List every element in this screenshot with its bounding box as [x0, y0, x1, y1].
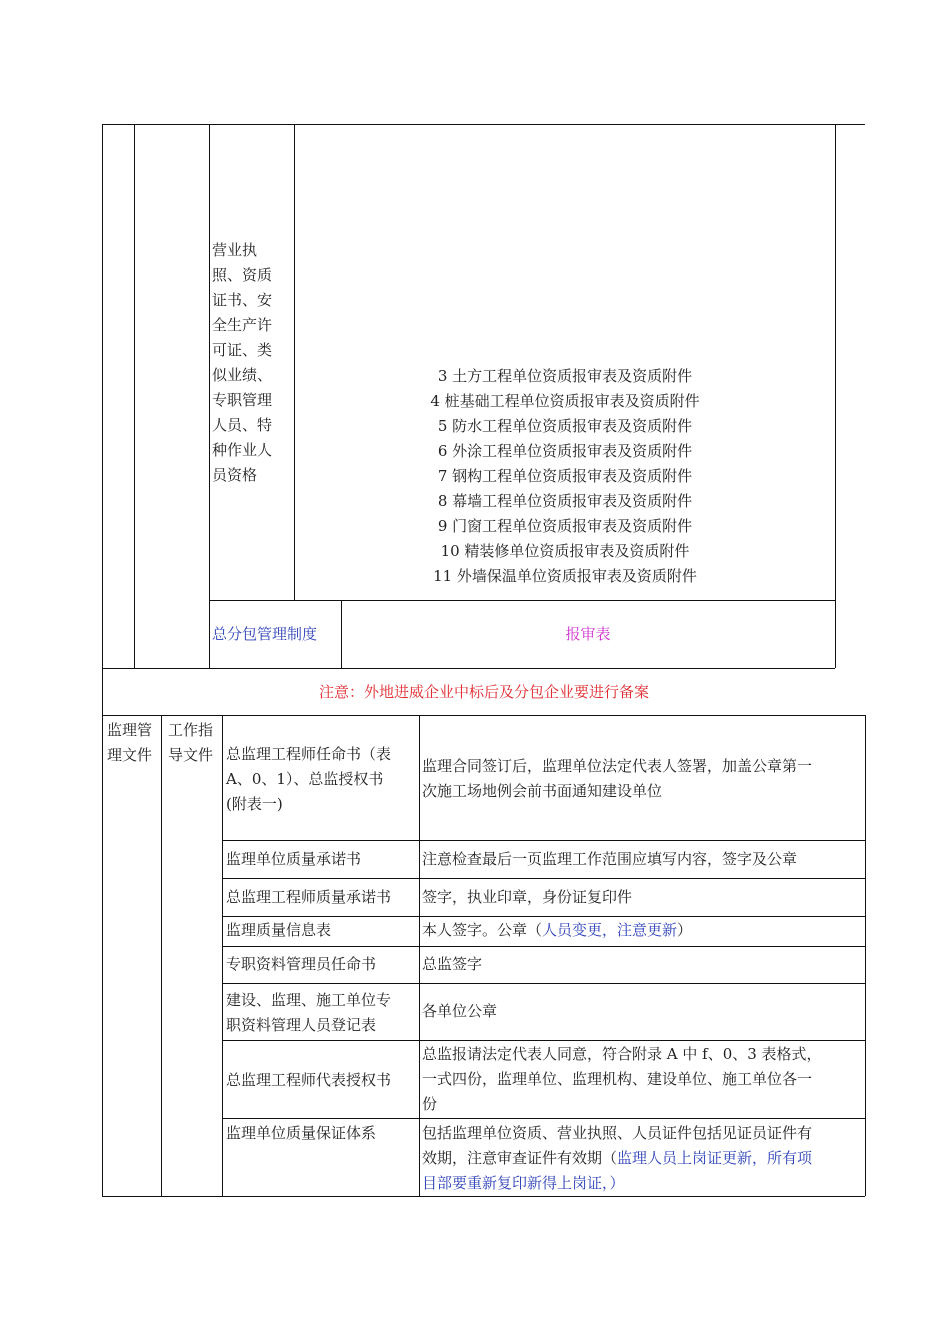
cell-line: 总监报请法定代表人同意，符合附录 A 中 f、0、3 表格式，	[422, 1045, 822, 1063]
table-row-item: 监理单位质量保证体系	[226, 1124, 377, 1142]
list-item: 8 幕墙工程单位资质报审表及资质附件	[437, 492, 693, 510]
label-line: 似业绩、	[212, 366, 273, 384]
cell-line: 一式四份，监理单位、监理机构、建设单位、施工单位各一	[422, 1070, 813, 1088]
cell-line: (附表一)	[226, 795, 283, 813]
table-row-item	[226, 988, 418, 1038]
table-row-item: 总监理工程师代表授权书	[226, 1071, 392, 1089]
cell-line: 次施工场地例会前书面通知建设单位	[422, 782, 663, 800]
list-item: 4 桩基础工程单位资质报审表及资质附件	[430, 392, 700, 410]
desc-text: 本人签字。公章（	[422, 921, 543, 939]
label-line: 可证、类	[212, 341, 273, 359]
table-row-item: 监理质量信息表	[226, 921, 332, 939]
category-label	[107, 718, 152, 768]
list-item: 7 钢构工程单位资质报审表及资质附件	[437, 467, 693, 485]
list-item: 3 土方工程单位资质报审表及资质附件	[437, 367, 693, 385]
list-item: 5 防水工程单位资质报审表及资质附件	[437, 417, 693, 435]
table-row-desc	[422, 918, 692, 943]
list-item: 9 门窗工程单位资质报审表及资质附件	[437, 517, 693, 535]
table-row-desc	[422, 754, 864, 804]
table-row-desc: 签字，执业印章，身份证复印件	[422, 888, 633, 906]
list-item: 10 精装修单位资质报审表及资质附件	[440, 542, 690, 560]
table-row-desc: 总监签字	[422, 955, 483, 973]
label-line: 专职管理	[212, 391, 273, 409]
label-line: 监理管	[107, 721, 153, 739]
cell-line: 总监理工程师任命书（表	[226, 745, 392, 763]
notice-text: 注意：外地进威企业中标后及分包企业要进行备案	[318, 683, 649, 701]
label-line: 理文件	[107, 746, 153, 764]
desc-highlight: 人员变更，注意更新	[542, 921, 678, 939]
label-line: 全生产许	[212, 316, 273, 334]
cell-line: 包括监理单位资质、营业执照、人员证件包括见证员证件有	[422, 1124, 813, 1142]
table-row-desc	[422, 1121, 864, 1196]
table-row-item: 总监理工程师质量承诺书	[226, 888, 392, 906]
table-row-desc: 各单位公章	[422, 1002, 498, 1020]
cell-line: 建设、监理、施工单位专	[226, 991, 392, 1009]
table-row-desc	[422, 1042, 864, 1117]
table-row-item: 监理单位质量承诺书	[226, 850, 362, 868]
cell-line: A、0、1）、总监授权书	[226, 770, 384, 788]
desc-highlight: 目部要重新复印新得上岗证，）	[422, 1174, 625, 1192]
label-line: 证书、安	[212, 291, 273, 309]
attachment-list	[296, 364, 834, 589]
subcontract-value: 报审表	[565, 625, 611, 643]
subcontract-label: 总分包管理制度	[212, 625, 318, 643]
table-row-desc: 注意检查最后一页监理工作范围应填写内容，签字及公章	[422, 850, 798, 868]
cell-line: 监理合同签订后，监理单位法定代表人签署，加盖公章第一	[422, 757, 813, 775]
table-row-item	[226, 742, 418, 817]
subcategory-label	[168, 718, 213, 768]
table-row-item: 专职资料管理员任命书	[226, 955, 377, 973]
qualification-label	[212, 238, 292, 488]
label-line: 员资格	[212, 466, 258, 484]
list-item: 11 外墙保温单位资质报审表及资质附件	[433, 567, 697, 585]
label-line: 照、资质	[212, 266, 273, 284]
label-line: 人员、特	[212, 416, 273, 434]
label-line: 营业执	[212, 241, 258, 259]
desc-text: 效期，注意审查证件有效期（	[422, 1149, 618, 1167]
list-item: 6 外涂工程单位资质报审表及资质附件	[437, 442, 693, 460]
cell-line: 职资料管理人员登记表	[226, 1016, 377, 1034]
desc-highlight: 监理人员上岗证更新，所有项	[617, 1149, 813, 1167]
label-line: 导文件	[168, 746, 214, 764]
label-line: 种作业人	[212, 441, 273, 459]
label-line: 工作指	[168, 721, 214, 739]
desc-text: ）	[677, 921, 693, 939]
cell-line: 份	[422, 1095, 438, 1113]
cell-line	[422, 1146, 864, 1171]
